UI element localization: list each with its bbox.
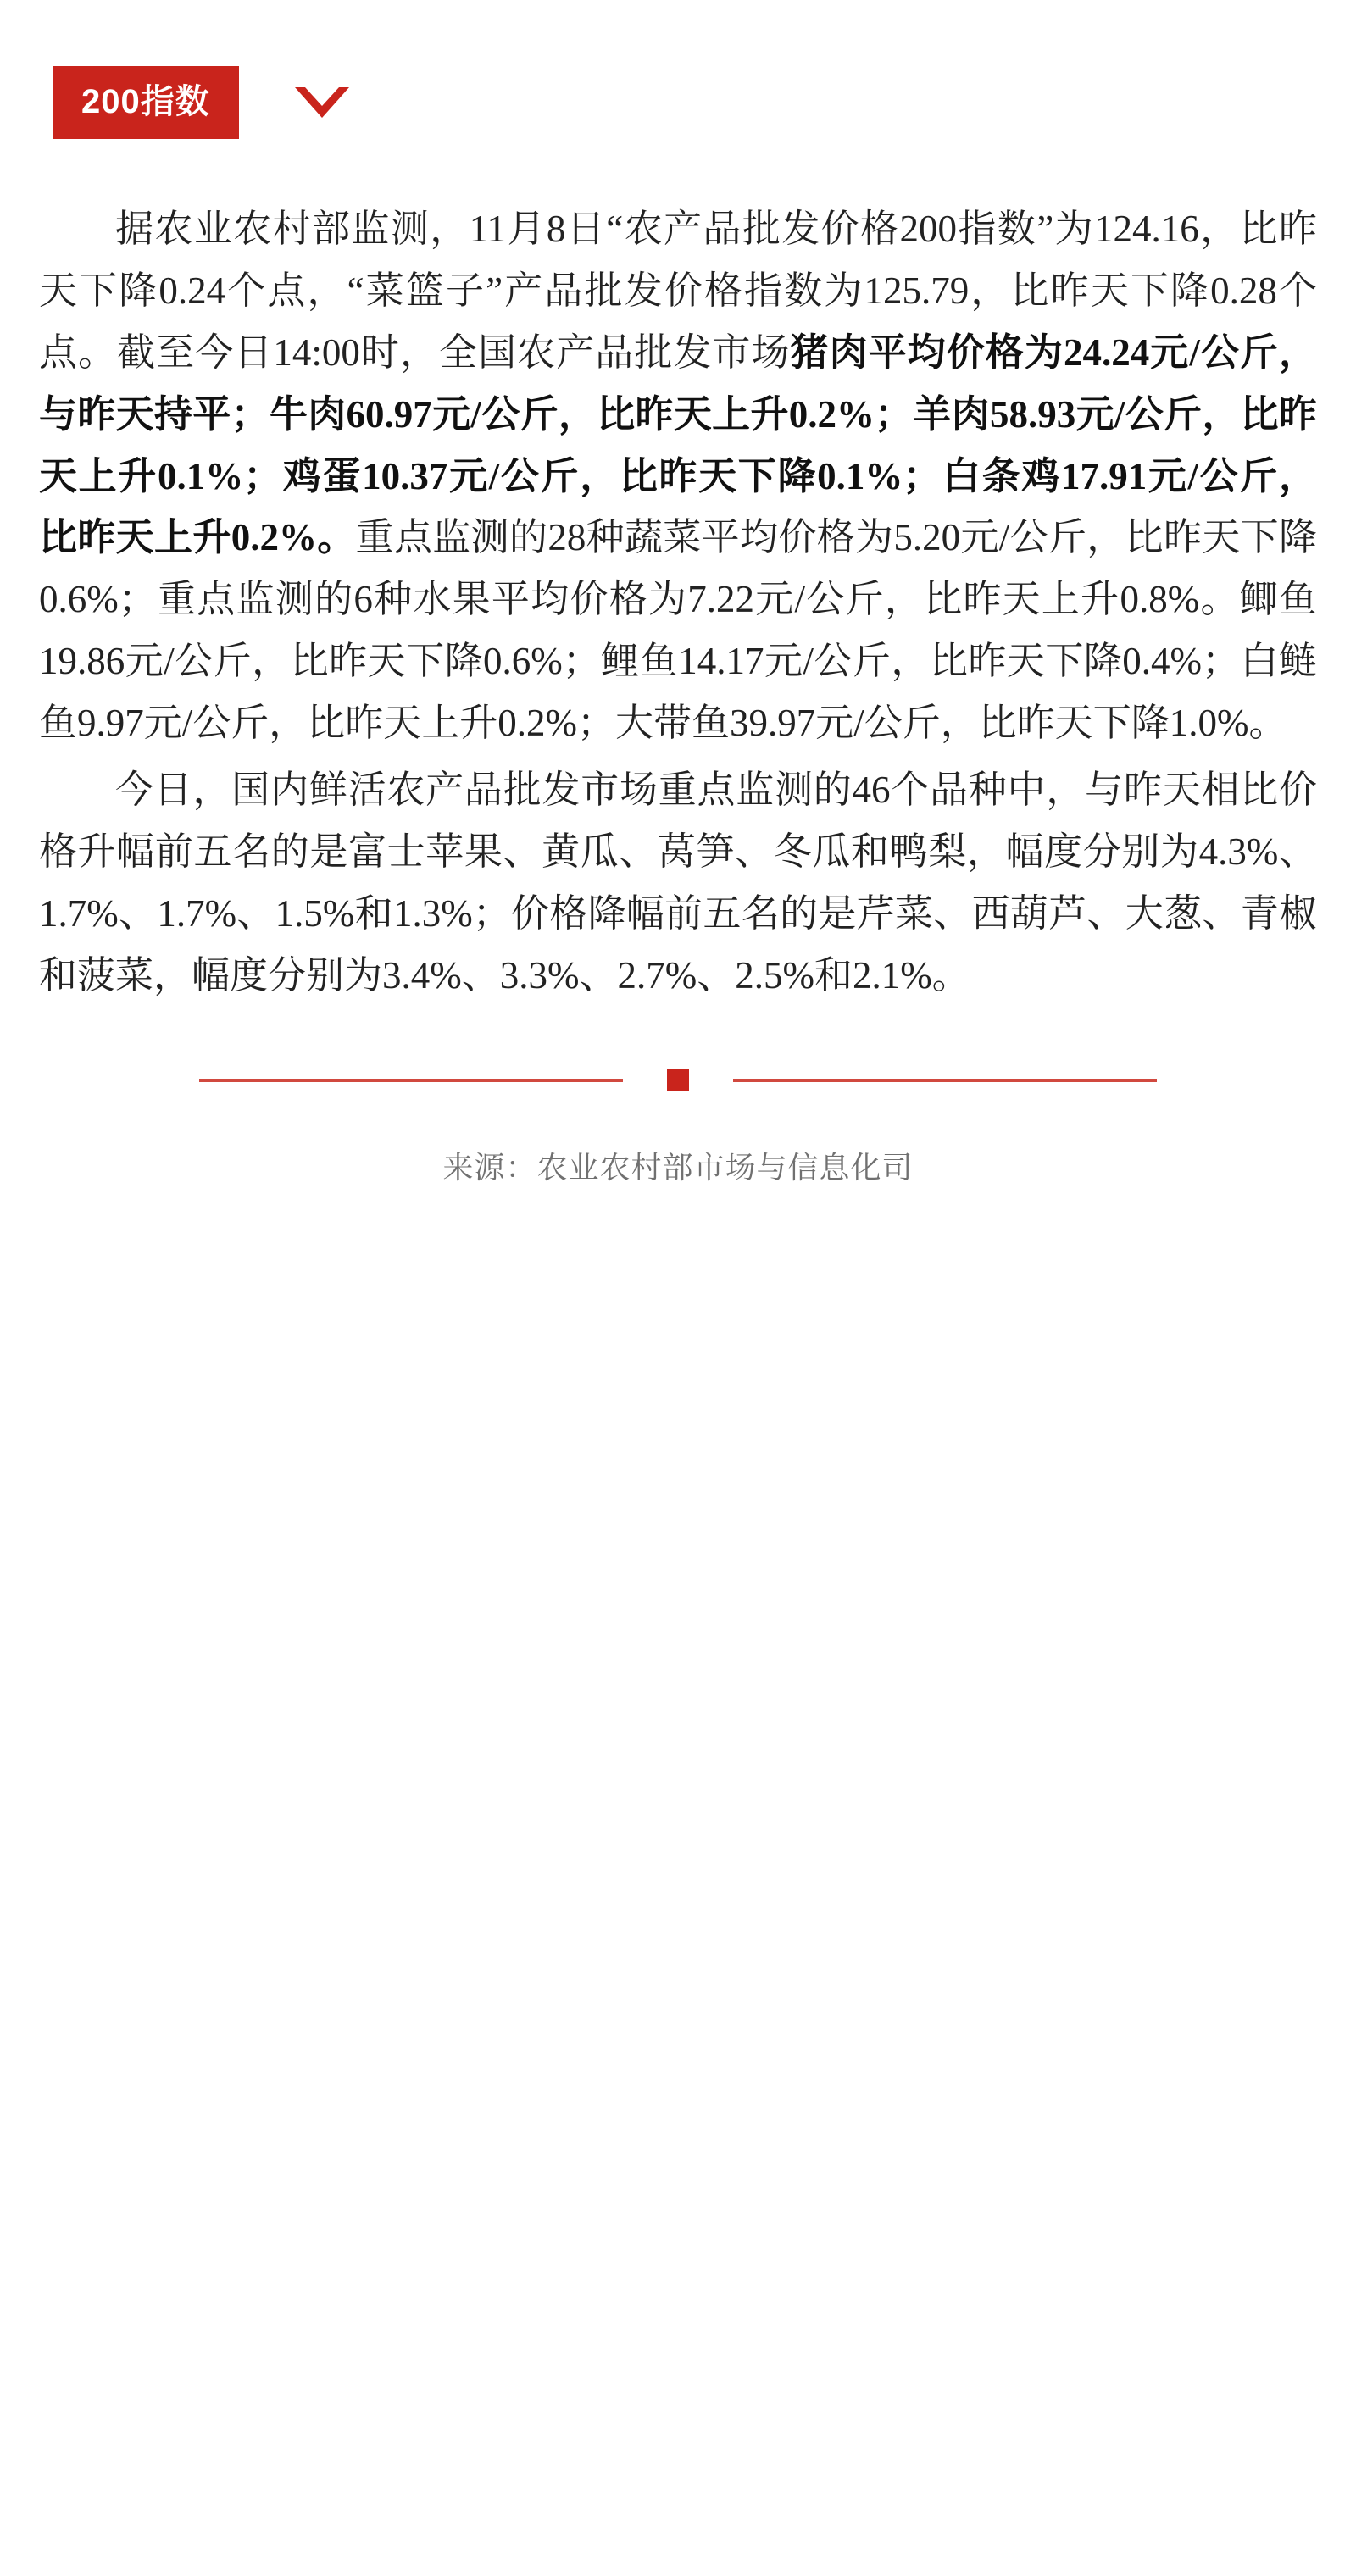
- paragraph1-part2: 重点监测的28种蔬菜平均价格为5.20元/公斤，比昨天下降0.6%；重点监测的6种水果平均价格为7.22元/公斤，比昨天上升0.8%。鲫鱼19.86元/公斤，比昨天下降0.6%；鲤鱼14.17元/公斤，比昨天下降0.4%；白鲢鱼9.97元/公斤，比昨天上升0.2%；大带鱼39.97元/公斤，比昨天下降1.0%。: [39, 516, 1317, 745]
- paragraph1-part1: 据农业农村部监测，11月8日“农产品批发价格200指数”为124.16，比昨天下降0.24个点，“菜篮子”产品批发价格指数为125.79，比昨天下降0.28个点。截至今日14:00时，全国农产品批发市场: [39, 208, 1317, 374]
- article-body: [39, 198, 1317, 1007]
- paragraph1-bold-prices: 猪肉平均价格为24.24元/公斤，与昨天持平；牛肉60.97元/公斤，比昨天上升0.2%；羊肉58.93元/公斤，比昨天上升0.1%；鸡蛋10.37元/公斤，比昨天下降0.1%；白条鸡17.91元/公斤，比昨天上升0.2%。: [39, 330, 1317, 559]
- chevron-down-icon[interactable]: [292, 82, 353, 123]
- section-badge-200-index: 200指数: [53, 66, 239, 139]
- source-text: 来源：农业农村部市场与信息化司: [442, 1149, 914, 1185]
- divider-line-right: [733, 1079, 1157, 1082]
- paragraph-price-index: [39, 198, 1317, 754]
- divider-line-left: [199, 1079, 623, 1082]
- paragraph-top-movers: 今日，国内鲜活农产品批发市场重点监测的46个品种中，与昨天相比价格升幅前五名的是富士苹果、黄瓜、莴笋、冬瓜和鸭梨，幅度分别为4.3%、1.7%、1.7%、1.5%和1.3%；价格降幅前五名的是芹菜、西葫芦、大葱、青椒和菠菜，幅度分别为3.4%、3.3%、2.7%、2.5%和2.1%。: [39, 769, 1317, 997]
- section-divider: [178, 1069, 1178, 1091]
- divider-dot: [667, 1069, 689, 1091]
- page-header: [0, 0, 1356, 139]
